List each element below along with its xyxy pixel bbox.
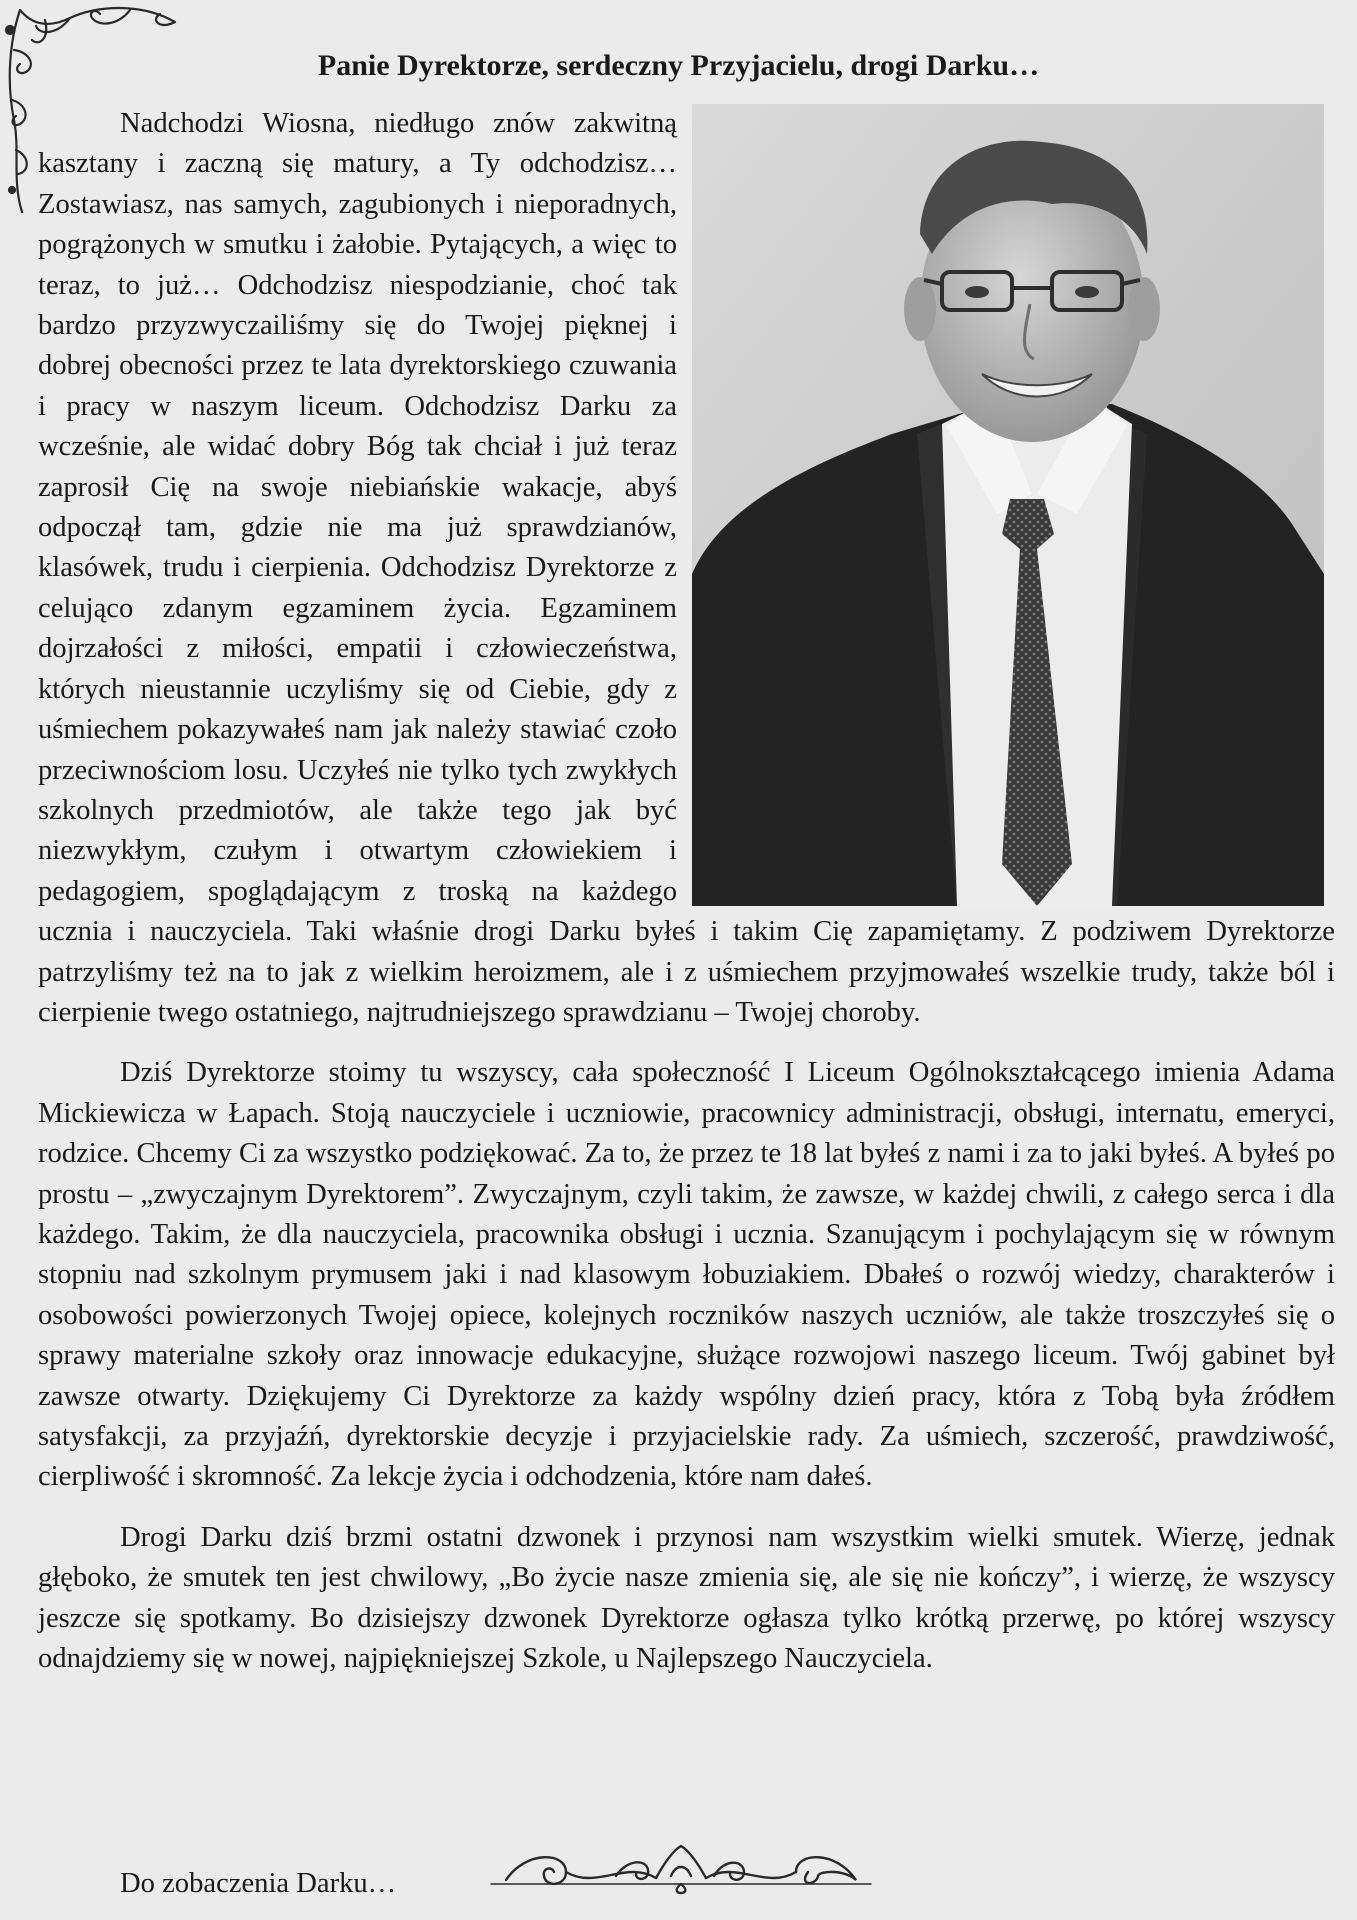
paragraph-1: Nadchodzi Wiosna, niedługo znów zakwitną kasztany i zaczną się matury, a Ty odchodzisz… Zostawiasz, nas samych, zagubionych i nieporadnych, pogrążonych w smutku i żałobie. Pytających, a więc to teraz, to już… Odchodzisz niespodzianie, choć tak bardzo przyzwyczailiśmy się do Twojej pięknej i dobrej obecności przez te lata dyrektorskiego czuwania i pracy w naszym liceum. Odchodzisz Darku za wcześnie, ale widać dobry Bóg tak chciał i już teraz zaprosił Cię na swoje niebiańskie wakacje, abyś odpoczął tam, gdzie nie ma już sprawdzianów, klasówek, trudu i cierpienia. Odchodzisz Dyrektorze z celująco zdanym egzaminem życia. Egzaminem dojrzałości z miłości, empatii i człowieczeństwa, których nieustannie uczyliśmy się od Ciebie, gdy z uśmiechem pokazywałeś nam jak należy stawiać czoło przeciwnościom losu. Uczyłeś nie tylko tych zwykłych szkolnych przedmiotów, ale także tego jak być niezwykłym, czułym i otwartym człowiekiem i pedagogiem, spoglądającym z troską na każdego ucznia i nauczyciela. Taki właśnie drogi Darku byłeś i takim Cię zapamiętamy. Z podziwem Dyrektorze patrzyliśmy też na to jak z wielkim heroizmem, ale i z uśmiechem przyjmowałeś wszelkie trudy, także ból i cierpienie twego ostatniego, najtrudniejszego sprawdzianu – Twojej choroby. [38, 108, 1335, 1028]
paragraph-2: Dziś Dyrektorze stoimy tu wszyscy, cała społeczność I Liceum Ogólnokształcącego imienia Adama Mickiewicza w Łapach. Stoją nauczyciele i uczniowie, pracownicy administracji, obsługi, internatu, emeryci, rodzice. Chcemy Ci za wszystko podziękować. Za to, że przez te 18 lat byłeś z nami i za to jaki byłeś. A byłeś po prostu – „zwyczajnym Dyrektorem”. Zwyczajnym, czyli takim, że zawsze, w każdej chwili, z całego serca i dla każdego. Takim, że dla nauczyciela, pracownika obsługi i ucznia. Szanującym i pochylającym się w równym stopniu nad szkolnym prymusem jaki i nad klasowym łobuziakiem. Dbałeś o rozwój wiedzy, charakterów i osobowości powierzonych Twojej opiece, kolejnych roczników naszych uczniów, ale także troszczyłeś się o sprawy materialne szkoły oraz innowacje edukacyjne, służące rozwojowi naszego liceum. Twój gabinet był zawsze otwarty. Dziękujemy Ci Dyrektorze za każdy wspólny dzień pracy, która z Tobą była źródłem satysfakcji, za przyjaźń, dyrektorskie decyzje i przyjacielskie rady. Za uśmiech, szczerość, prawdziwość, cierpliwość i skromność. Za lekcje życia i odchodzenia, które nam dałeś. [38, 1057, 1335, 1493]
page-title: Panie Dyrektorze, serdeczny Przyjacielu, drogi Darku… [317, 49, 1040, 82]
closing-line: Do zobaczenia Darku… [120, 1868, 397, 1899]
paragraph-3: Drogi Darku dziś brzmi ostatni dzwonek i przynosi nam wszystkim wielki smutek. Wierzę, jednak głęboko, że smutek ten jest chwilowy, „Bo życie nasze zmienia się, ale się nie kończy”, i wierzę, że wszyscy jeszcze się spotkamy. Bo dzisiejszy dzwonek Dyrektorze ogłasza tylko krótką przerwę, po której wszyscy odnajdziemy się w nowej, najpiękniejszej Szkole, u Najlepszego Nauczyciela. [38, 1521, 1335, 1675]
bottom-flourish-ornament [486, 1840, 876, 1900]
letter-body [38, 104, 1335, 1679]
photo-wrap-spacer [677, 104, 1335, 906]
